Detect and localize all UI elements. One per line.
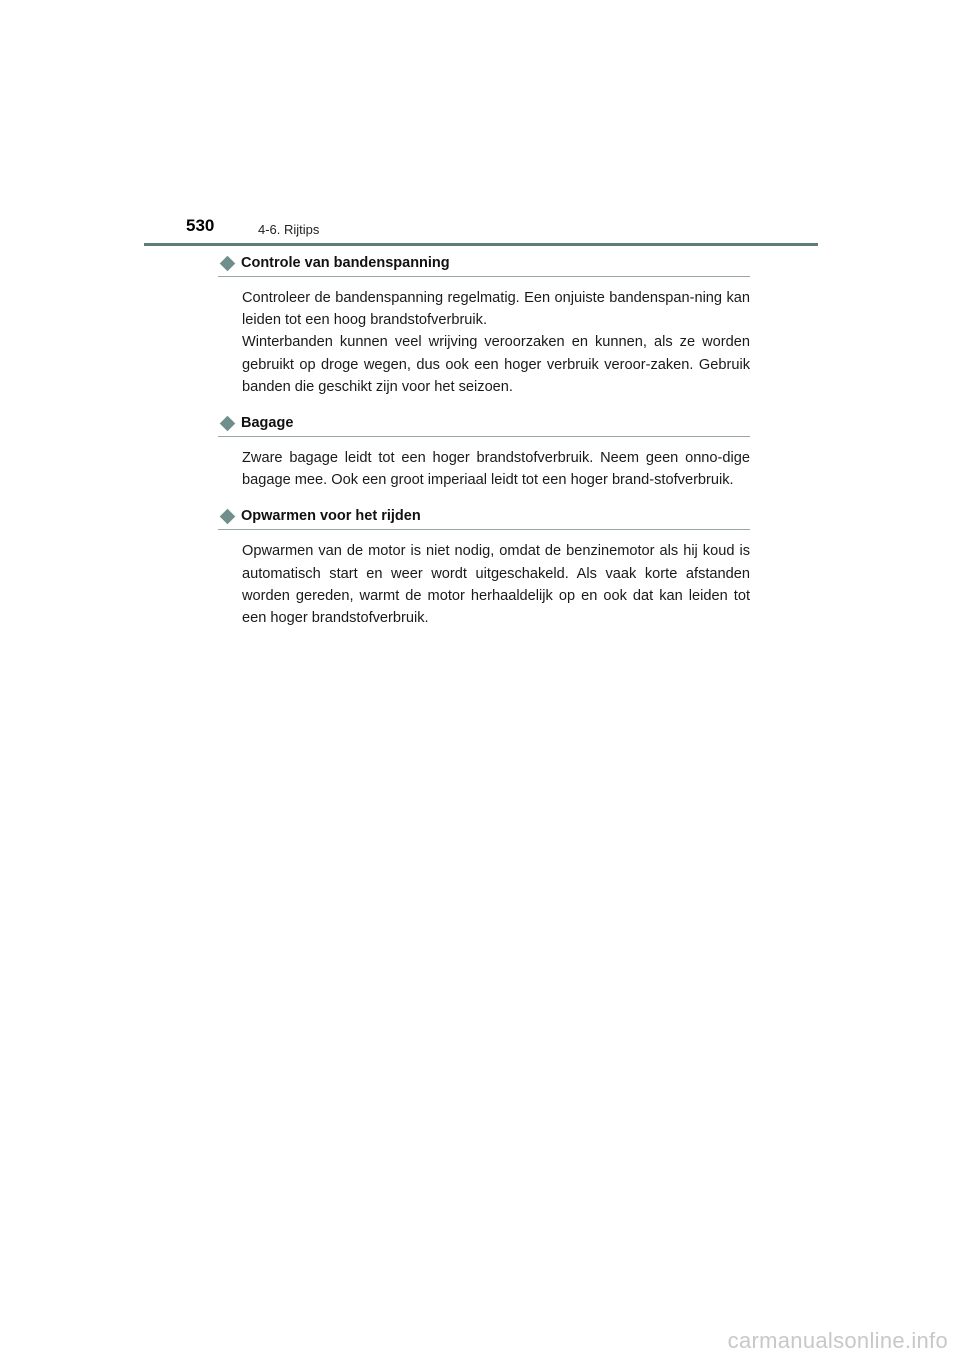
section-body [242,287,750,398]
chapter-label: 4-6. Rijtips [258,222,320,237]
section-heading-text: Controle van bandenspanning [241,255,450,271]
section-tire-pressure [218,250,750,398]
diamond-bullet-icon [220,509,236,525]
paragraph: Opwarmen van de motor is niet nodig, omdat de benzinemotor als hij koud is automatisch start en weer wordt uitgeschakeld. Als vaak korte afstanden worden gereden, warmt de motor herhaaldelijk op en ook dat kan leiden tot een hoger brandstofverbruik. [242,543,750,627]
diamond-bullet-icon [220,255,236,271]
section-luggage [218,410,750,491]
section-body [242,540,750,629]
section-warm-up [218,503,750,629]
section-heading-text: Opwarmen voor het rijden [241,508,421,525]
diamond-bullet-icon [220,415,236,431]
watermark: carmanualsonline.info [727,1328,948,1353]
page-content [218,250,750,641]
header-rule [144,243,818,246]
section-body [242,447,750,491]
section-heading-text: Bagage [241,415,294,432]
paragraph: Winterbanden kunnen veel wrijving veroorzaken en kunnen, als ze worden gebruikt op droge wegen, dus ook een hoger verbruik veroor-zaken. Gebruik banden die geschikt zijn voor het seizoen. [242,334,750,395]
section-heading [218,503,750,530]
paragraph: Controleer de bandenspanning regelmatig. Een onjuiste bandenspan-ning kan leiden tot een hoog brandstofverbruik. [242,290,750,329]
section-heading [218,410,750,437]
section-heading [218,250,750,277]
page-number: 530 [186,216,215,235]
paragraph: Zware bagage leidt tot een hoger brandstofverbruik. Neem geen onno-dige bagage mee. Ook een groot imperiaal leidt tot een hoger brand-stofverbruik. [242,450,750,489]
